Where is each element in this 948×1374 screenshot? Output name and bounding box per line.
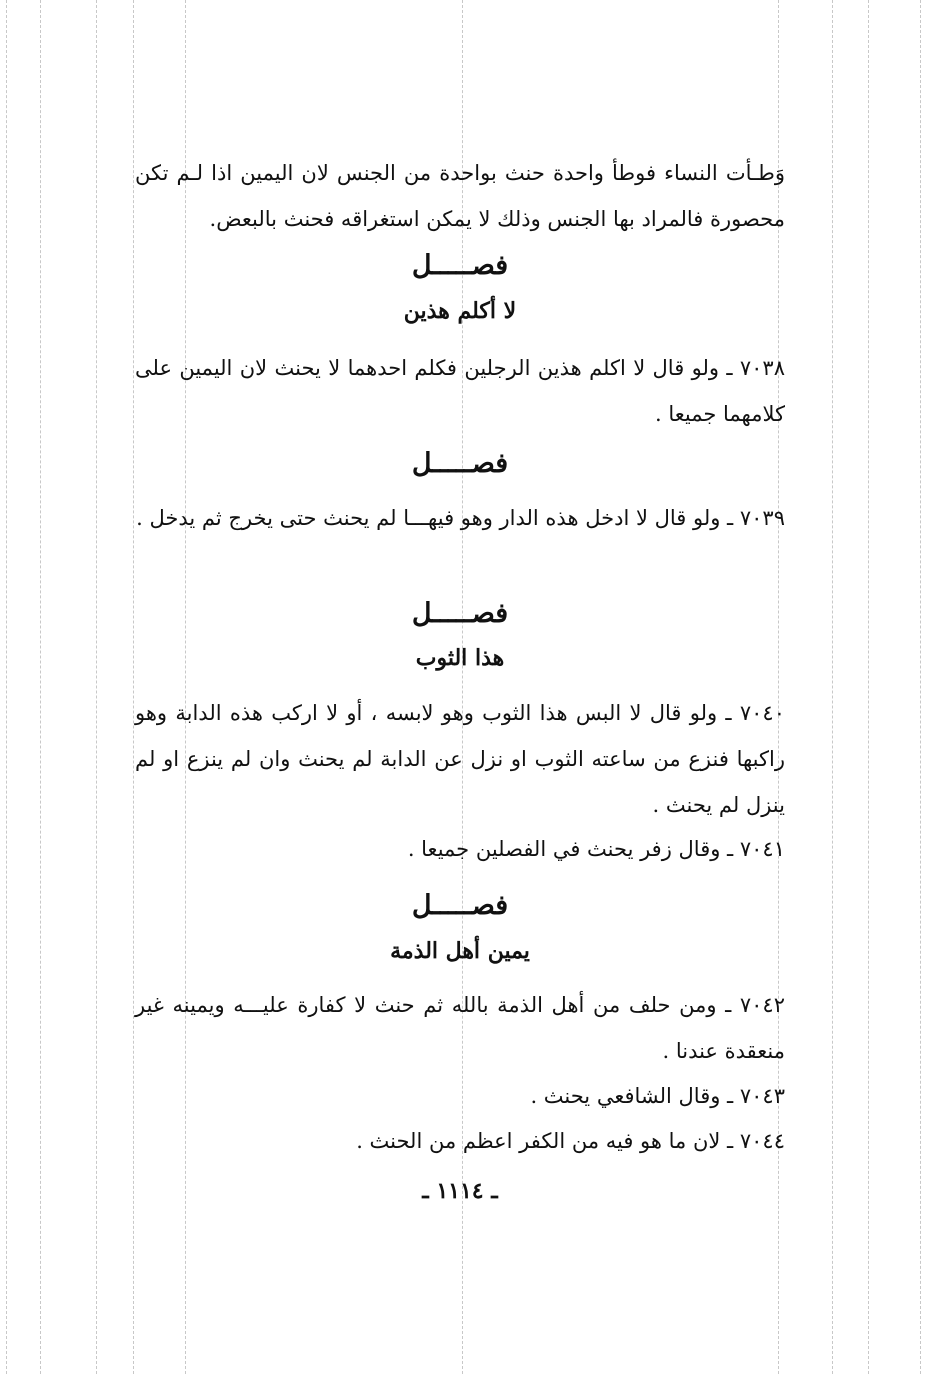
paragraph-7042: ٧٠٤٢ ـ ومن حلف من أهل الذمة بالله ثم حنث لا كفارة عليـــه ويمينه غير منعقدة عندنا . bbox=[135, 993, 785, 1063]
guide-line bbox=[6, 0, 7, 1374]
section-heading: فصـــــل bbox=[411, 448, 509, 479]
section-subheading: يمين أهل الذمة bbox=[390, 938, 530, 964]
paragraph-7040: ٧٠٤٠ ـ ولو قال لا البس هذا الثوب وهو لابسه ، أو لا اركب هذه الدابة وهو راكبها فنزع من ساعته الثوب او نزل عن الدابة لم يحنث وان لم ينزع او لم ينزل لم يحنث . bbox=[135, 701, 785, 817]
guide-line bbox=[832, 0, 833, 1374]
section-heading: فصـــــل bbox=[411, 890, 509, 921]
paragraph-7043: ٧٠٤٣ ـ وقال الشافعي يحنث . bbox=[530, 1084, 785, 1108]
section-subheading: لا أكلم هذين bbox=[403, 298, 517, 324]
guide-line bbox=[96, 0, 97, 1374]
guide-line bbox=[40, 0, 41, 1374]
continuation-paragraph: وَطـأت النساء فوطأ واحدة حنث بواحدة من الجنس لان اليمين اذا لـم تكن محصورة فالمراد بها الجنس وذلك لا يمكن استغراقه فحنث بالبعض. bbox=[135, 161, 785, 231]
section-heading: فصـــــل bbox=[411, 250, 509, 281]
paragraph-7044: ٧٠٤٤ ـ لان ما هو فيه من الكفر اعظم من الحنث . bbox=[356, 1129, 785, 1153]
guide-line bbox=[920, 0, 921, 1374]
page-number: ـ ١١١٤ ـ bbox=[422, 1178, 498, 1204]
guide-line bbox=[868, 0, 869, 1374]
guide-line bbox=[133, 0, 134, 1374]
section-heading: فصـــــل bbox=[411, 598, 509, 629]
section-subheading: هذا الثوب bbox=[415, 645, 505, 671]
paragraph-7038: ٧٠٣٨ ـ ولو قال لا اكلم هذين الرجلين فكلم احدهما لا يحنث لان اليمين على كلامهما جميعا . bbox=[135, 356, 785, 426]
paragraph-7041: ٧٠٤١ ـ وقال زفر يحنث في الفصلين جميعا . bbox=[407, 837, 785, 861]
paragraph-7039: ٧٠٣٩ ـ ولو قال لا ادخل هذه الدار وهو فيهـــا لم يحنث حتى يخرج ثم يدخل . bbox=[136, 506, 785, 530]
